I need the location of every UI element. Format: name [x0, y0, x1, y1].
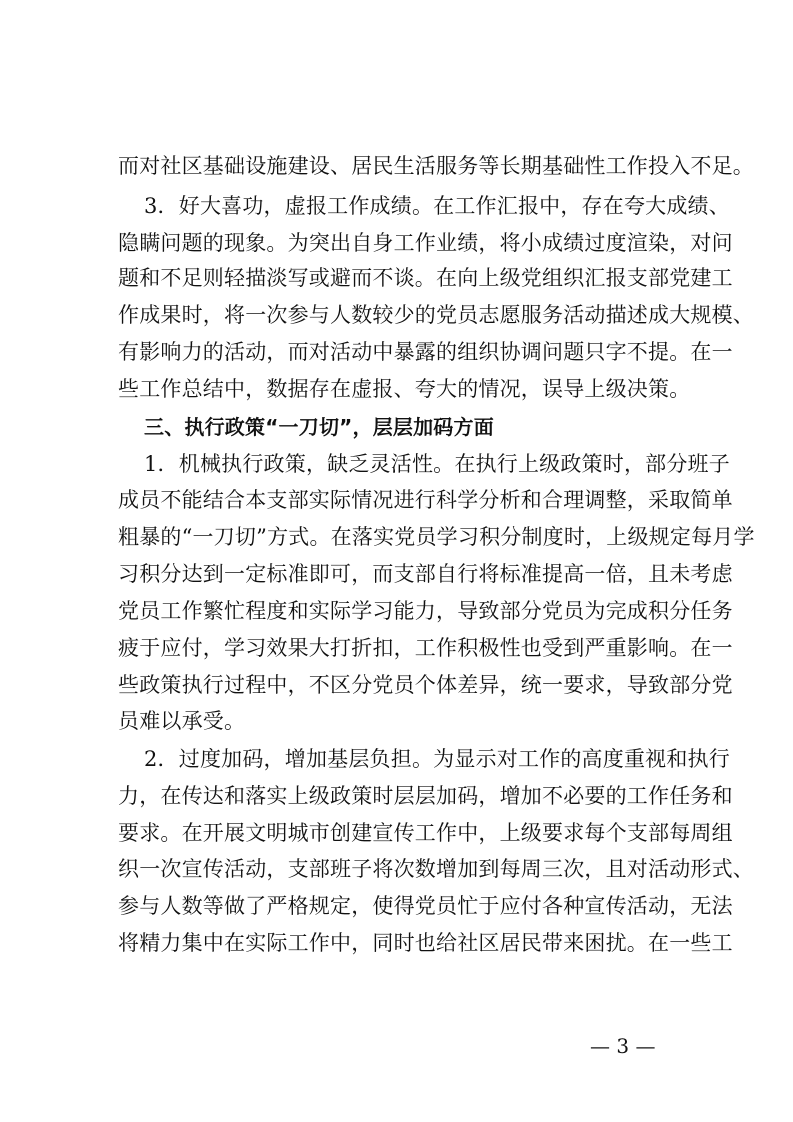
body-text-line: 隐瞒问题的现象。为突出自身工作业绩，将小成绩过度渲染，对问	[118, 231, 733, 255]
body-text-line: 题和不足则轻描淡写或避而不谈。在向上级党组织汇报支部党建工	[118, 266, 733, 290]
page-number: — 3 —	[590, 1034, 656, 1058]
body-text-line: 3．好大喜功，虚报工作成绩。在工作汇报中，存在夸大成绩、	[144, 194, 730, 218]
section-heading: 三、执行政策“一刀切”，层层加码方面	[144, 415, 494, 439]
body-text-line: 要求。在开展文明城市创建宣传工作中，上级要求每个支部每周组	[118, 821, 733, 845]
body-text-line: 1．机械执行政策，缺乏灵活性。在执行上级政策时，部分班子	[144, 452, 730, 476]
body-text-line: 粗暴的“一刀切”方式。在落实党员学习积分制度时，上级规定每月学	[118, 525, 755, 549]
body-text-line: 有影响力的活动，而对活动中暴露的组织协调问题只字不提。在一	[118, 340, 733, 364]
body-text-line: 参与人数等做了严格规定，使得党员忙于应付各种宣传活动，无法	[118, 894, 733, 918]
body-text-line: 习积分达到一定标准即可，而支部自行将标准提高一倍，且未考虑	[118, 562, 733, 586]
body-text-line: 作成果时，将一次参与人数较少的党员志愿服务活动描述成大规模、	[118, 303, 754, 327]
body-text-line: 2．过度加码，增加基层负担。为显示对工作的高度重视和执行	[144, 747, 730, 771]
body-text-line: 织一次宣传活动，支部班子将次数增加到每周三次，且对活动形式、	[118, 857, 754, 881]
body-text-line: 将精力集中在实际工作中，同时也给社区居民带来困扰。在一些工	[118, 931, 733, 955]
body-text-line: 党员工作繁忙程度和实际学习能力，导致部分党员为完成积分任务	[118, 599, 733, 623]
body-text-line: 成员不能结合本支部实际情况进行科学分析和合理调整，采取简单	[118, 488, 733, 512]
body-text-line: 而对社区基础设施建设、居民生活服务等长期基础性工作投入不足。	[118, 154, 754, 178]
body-text-line: 力，在传达和落实上级政策时层层加码，增加不必要的工作任务和	[118, 784, 733, 808]
body-text-line: 些政策执行过程中，不区分党员个体差异，统一要求，导致部分党	[118, 673, 733, 697]
body-text-line: 疲于应付，学习效果大打折扣，工作积极性也受到严重影响。在一	[118, 636, 733, 660]
body-text-line: 些工作总结中，数据存在虚报、夸大的情况，误导上级决策。	[118, 377, 691, 401]
body-text-line: 员难以承受。	[118, 709, 246, 733]
